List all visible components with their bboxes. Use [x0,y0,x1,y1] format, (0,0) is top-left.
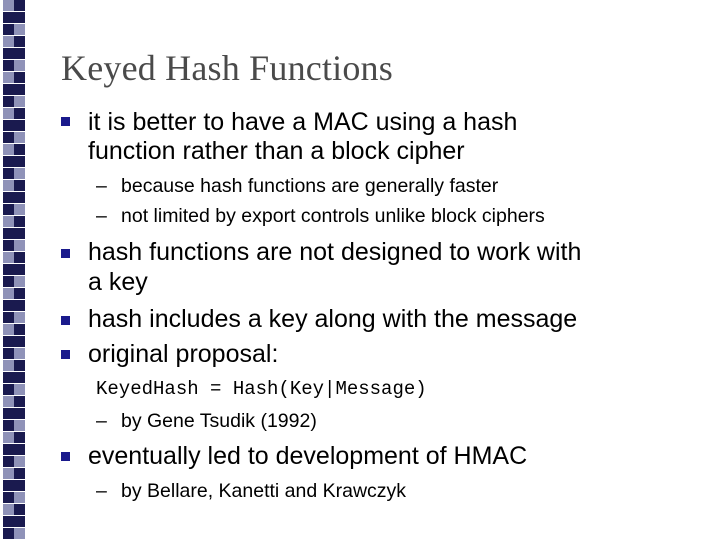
sidebar-square [3,360,14,371]
sidebar-square [14,180,25,191]
sidebar-square [3,192,14,203]
sidebar-square [14,264,25,275]
sidebar-square [3,36,14,47]
decorative-sidebar [0,0,26,540]
sidebar-square [14,120,25,131]
sidebar-square [14,60,25,71]
slide-title: Keyed Hash Functions [61,48,393,88]
sidebar-square [14,468,25,479]
sidebar-square [3,300,14,311]
sidebar-square [14,300,25,311]
sidebar-square [3,96,14,107]
sub-bullet-dash: – [96,175,107,197]
sidebar-square [3,396,14,407]
sidebar-square [14,72,25,83]
sidebar-square [14,480,25,491]
sub-bullet-dash: – [96,410,107,432]
sidebar-square [3,492,14,503]
sidebar-square [14,96,25,107]
sub-bullet-dash: – [96,480,107,502]
sidebar-square [3,228,14,239]
sidebar-square [3,216,14,227]
sidebar-square [3,48,14,59]
sidebar-square [3,420,14,431]
sidebar-square [14,204,25,215]
sidebar-square [3,168,14,179]
sidebar-square [3,336,14,347]
sidebar-square [3,516,14,527]
sidebar-square [14,144,25,155]
sidebar-square [14,0,25,11]
sidebar-square [3,84,14,95]
sidebar-square [14,156,25,167]
bullet-5-line-1: eventually led to development of HMAC [88,442,528,470]
sidebar-square [3,312,14,323]
bullet-marker [61,117,70,126]
sidebar-square [3,480,14,491]
sidebar-square [14,252,25,263]
sidebar-square [14,276,25,287]
sidebar-square [3,60,14,71]
sidebar-square [14,108,25,119]
code-snippet: KeyedHash = Hash(Key|Message) [96,378,427,400]
sidebar-square [3,432,14,443]
sidebar-square [3,504,14,515]
sidebar-square [3,264,14,275]
bullet-marker [61,350,70,359]
sub-bullet-dash: – [96,205,107,227]
sidebar-square [14,504,25,515]
sidebar-square [14,192,25,203]
sidebar-square [14,360,25,371]
sidebar-square [3,204,14,215]
sidebar-square [3,12,14,23]
sidebar-square [14,516,25,527]
sidebar-square [3,144,14,155]
sidebar-square [14,132,25,143]
sidebar-square [14,348,25,359]
sidebar-square [14,408,25,419]
sidebar-square [14,240,25,251]
sidebar-square [14,48,25,59]
sidebar-square [14,336,25,347]
bullet-2-line-2: a key [88,268,148,296]
sidebar-square [3,348,14,359]
sidebar-square [3,468,14,479]
sidebar-square [3,120,14,131]
sidebar-square [14,456,25,467]
bullet-5-sub-1: by Bellare, Kanetti and Krawczyk [121,480,407,502]
sidebar-square [14,168,25,179]
bullet-1-line-2: function rather than a block cipher [88,137,465,165]
sidebar-square [14,432,25,443]
sidebar-square [14,24,25,35]
sidebar-square [3,24,14,35]
sidebar-square [3,276,14,287]
bullet-4-line-1: original proposal: [88,340,279,368]
sidebar-square [14,396,25,407]
sidebar-square [3,444,14,455]
bullet-1-line-1: it is better to have a MAC using a hash [88,108,518,136]
sidebar-square [3,72,14,83]
sidebar-square [3,384,14,395]
sidebar-square [3,180,14,191]
sidebar-square [14,324,25,335]
sidebar-square [14,384,25,395]
sidebar-square [14,444,25,455]
sidebar-square [3,0,14,11]
sidebar-square [14,288,25,299]
sidebar-square [3,240,14,251]
sidebar-square [14,12,25,23]
sidebar-square [14,420,25,431]
sidebar-square [14,528,25,539]
bullet-1-sub-2: not limited by export controls unlike block ciphers [121,205,545,227]
bullet-marker [61,249,70,258]
sidebar-square [14,84,25,95]
bullet-3-line-1: hash includes a key along with the message [88,305,578,333]
sidebar-square [14,36,25,47]
sidebar-square [14,228,25,239]
sidebar-square [3,156,14,167]
sidebar-square [14,312,25,323]
sidebar-square [3,288,14,299]
sidebar-square [14,216,25,227]
bullet-marker [61,452,70,461]
bullet-1-sub-1: because hash functions are generally faster [121,175,499,197]
sidebar-square [3,372,14,383]
sidebar-square [3,252,14,263]
sidebar-square [3,528,14,539]
sidebar-square [3,108,14,119]
bullet-marker [61,316,70,325]
bullet-2-line-1: hash functions are not designed to work with [88,238,582,266]
sidebar-square [3,456,14,467]
sidebar-square [14,372,25,383]
sidebar-square [3,132,14,143]
sidebar-square [3,408,14,419]
sidebar-square [14,492,25,503]
bullet-4-sub-1: by Gene Tsudik (1992) [121,410,317,432]
sidebar-square [3,324,14,335]
